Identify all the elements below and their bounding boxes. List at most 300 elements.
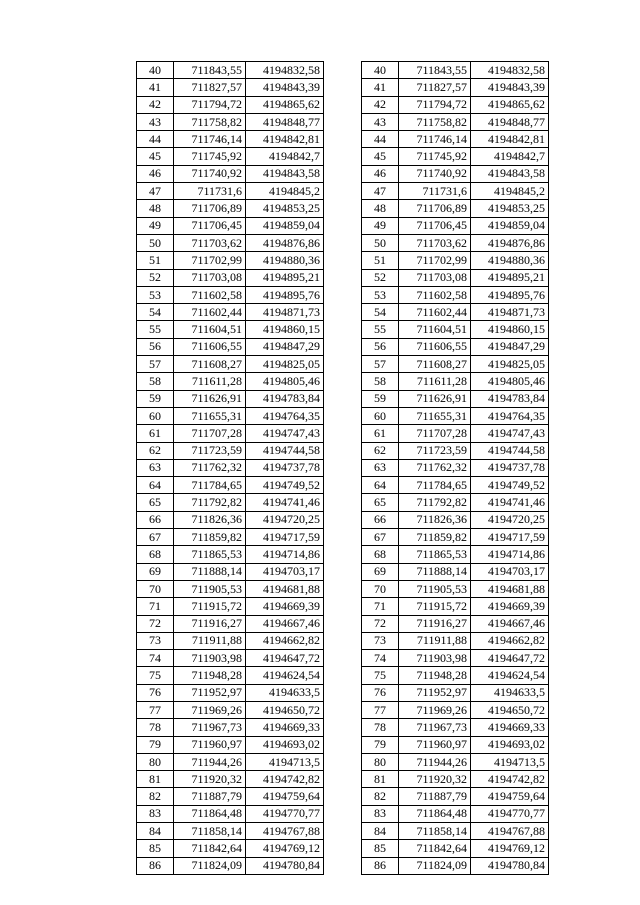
table-row xyxy=(362,321,549,338)
table-row xyxy=(362,615,549,632)
table-row xyxy=(137,200,324,217)
table-row xyxy=(362,580,549,597)
x-coordinate-cell: 711952,97 xyxy=(174,684,246,701)
y-coordinate-cell: 4194764,35 xyxy=(246,407,324,424)
point-number-cell: 76 xyxy=(362,684,399,701)
y-coordinate-cell: 4194843,39 xyxy=(471,79,549,96)
x-coordinate-cell: 711707,28 xyxy=(399,425,471,442)
x-coordinate-cell: 711944,26 xyxy=(399,753,471,770)
point-number-cell: 60 xyxy=(362,407,399,424)
table-row xyxy=(362,286,549,303)
table-row xyxy=(137,580,324,597)
table-row xyxy=(362,788,549,805)
table-row xyxy=(137,269,324,286)
table-row xyxy=(362,719,549,736)
y-coordinate-cell: 4194759,64 xyxy=(471,788,549,805)
y-coordinate-cell: 4194647,72 xyxy=(246,650,324,667)
x-coordinate-cell: 711827,57 xyxy=(174,79,246,96)
x-coordinate-cell: 711706,45 xyxy=(174,217,246,234)
x-coordinate-cell: 711967,73 xyxy=(399,719,471,736)
x-coordinate-cell: 711792,82 xyxy=(174,494,246,511)
y-coordinate-cell: 4194843,58 xyxy=(246,165,324,182)
point-number-cell: 60 xyxy=(137,407,174,424)
table-row xyxy=(362,62,549,79)
x-coordinate-cell: 711888,14 xyxy=(174,563,246,580)
y-coordinate-cell: 4194741,46 xyxy=(471,494,549,511)
coordinates-table-left xyxy=(136,61,324,875)
table-row xyxy=(137,442,324,459)
table-row xyxy=(137,788,324,805)
x-coordinate-cell: 711865,53 xyxy=(399,546,471,563)
x-coordinate-cell: 711723,59 xyxy=(399,442,471,459)
y-coordinate-cell: 4194713,5 xyxy=(246,753,324,770)
table-row xyxy=(362,252,549,269)
table-row xyxy=(137,165,324,182)
table-row xyxy=(362,823,549,840)
point-number-cell: 43 xyxy=(137,113,174,130)
x-coordinate-cell: 711911,88 xyxy=(174,632,246,649)
point-number-cell: 46 xyxy=(137,165,174,182)
table-row xyxy=(362,148,549,165)
x-coordinate-cell: 711604,51 xyxy=(399,321,471,338)
y-coordinate-cell: 4194662,82 xyxy=(471,632,549,649)
point-number-cell: 71 xyxy=(362,598,399,615)
y-coordinate-cell: 4194783,84 xyxy=(246,390,324,407)
x-coordinate-cell: 711655,31 xyxy=(399,407,471,424)
point-number-cell: 79 xyxy=(362,736,399,753)
y-coordinate-cell: 4194650,72 xyxy=(246,701,324,718)
point-number-cell: 53 xyxy=(137,286,174,303)
point-number-cell: 51 xyxy=(137,252,174,269)
point-number-cell: 75 xyxy=(137,667,174,684)
point-number-cell: 64 xyxy=(137,477,174,494)
point-number-cell: 76 xyxy=(137,684,174,701)
table-row xyxy=(362,650,549,667)
table-row xyxy=(362,701,549,718)
table-row xyxy=(362,805,549,822)
x-coordinate-cell: 711731,6 xyxy=(174,183,246,200)
point-number-cell: 53 xyxy=(362,286,399,303)
point-number-cell: 70 xyxy=(137,580,174,597)
point-number-cell: 70 xyxy=(362,580,399,597)
x-coordinate-cell: 711824,09 xyxy=(399,857,471,874)
point-number-cell: 81 xyxy=(137,771,174,788)
x-coordinate-cell: 711702,99 xyxy=(399,252,471,269)
y-coordinate-cell: 4194895,76 xyxy=(471,286,549,303)
table-row xyxy=(137,234,324,251)
table-row xyxy=(362,269,549,286)
y-coordinate-cell: 4194681,88 xyxy=(471,580,549,597)
x-coordinate-cell: 711758,82 xyxy=(399,113,471,130)
table-row xyxy=(362,304,549,321)
table-row xyxy=(137,511,324,528)
point-number-cell: 40 xyxy=(362,62,399,79)
y-coordinate-cell: 4194865,62 xyxy=(246,96,324,113)
point-number-cell: 86 xyxy=(362,857,399,874)
x-coordinate-cell: 711843,55 xyxy=(174,62,246,79)
table-row xyxy=(137,304,324,321)
y-coordinate-cell: 4194783,84 xyxy=(471,390,549,407)
x-coordinate-cell: 711794,72 xyxy=(174,96,246,113)
point-number-cell: 54 xyxy=(137,304,174,321)
point-number-cell: 74 xyxy=(362,650,399,667)
y-coordinate-cell: 4194880,36 xyxy=(246,252,324,269)
x-coordinate-cell: 711606,55 xyxy=(399,338,471,355)
table-row xyxy=(137,148,324,165)
point-number-cell: 77 xyxy=(362,701,399,718)
y-coordinate-cell: 4194859,04 xyxy=(471,217,549,234)
y-coordinate-cell: 4194845,2 xyxy=(246,183,324,200)
y-coordinate-cell: 4194880,36 xyxy=(471,252,549,269)
table-row xyxy=(362,598,549,615)
y-coordinate-cell: 4194669,33 xyxy=(246,719,324,736)
y-coordinate-cell: 4194667,46 xyxy=(471,615,549,632)
x-coordinate-cell: 711746,14 xyxy=(174,131,246,148)
point-number-cell: 40 xyxy=(137,62,174,79)
x-coordinate-cell: 711723,59 xyxy=(174,442,246,459)
y-coordinate-cell: 4194871,73 xyxy=(471,304,549,321)
point-number-cell: 48 xyxy=(362,200,399,217)
table-row xyxy=(137,805,324,822)
table-row xyxy=(137,252,324,269)
point-number-cell: 64 xyxy=(362,477,399,494)
point-number-cell: 83 xyxy=(137,805,174,822)
table-row xyxy=(137,684,324,701)
point-number-cell: 57 xyxy=(362,356,399,373)
coordinates-table-left-body xyxy=(137,62,324,875)
table-row xyxy=(137,477,324,494)
x-coordinate-cell: 711920,32 xyxy=(399,771,471,788)
x-coordinate-cell: 711702,99 xyxy=(174,252,246,269)
point-number-cell: 72 xyxy=(362,615,399,632)
point-number-cell: 55 xyxy=(362,321,399,338)
point-number-cell: 44 xyxy=(137,131,174,148)
table-row xyxy=(362,96,549,113)
x-coordinate-cell: 711794,72 xyxy=(399,96,471,113)
y-coordinate-cell: 4194669,39 xyxy=(471,598,549,615)
table-row xyxy=(137,753,324,770)
table-row xyxy=(362,546,549,563)
point-number-cell: 75 xyxy=(362,667,399,684)
table-row xyxy=(137,217,324,234)
y-coordinate-cell: 4194805,46 xyxy=(471,373,549,390)
y-coordinate-cell: 4194895,21 xyxy=(246,269,324,286)
y-coordinate-cell: 4194681,88 xyxy=(246,580,324,597)
point-number-cell: 47 xyxy=(137,183,174,200)
x-coordinate-cell: 711944,26 xyxy=(174,753,246,770)
point-number-cell: 45 xyxy=(137,148,174,165)
point-number-cell: 67 xyxy=(362,529,399,546)
point-number-cell: 45 xyxy=(362,148,399,165)
y-coordinate-cell: 4194853,25 xyxy=(471,200,549,217)
table-row xyxy=(362,857,549,874)
x-coordinate-cell: 711887,79 xyxy=(174,788,246,805)
x-coordinate-cell: 711967,73 xyxy=(174,719,246,736)
table-row xyxy=(362,356,549,373)
point-number-cell: 84 xyxy=(362,823,399,840)
point-number-cell: 58 xyxy=(137,373,174,390)
x-coordinate-cell: 711887,79 xyxy=(399,788,471,805)
x-coordinate-cell: 711903,98 xyxy=(399,650,471,667)
y-coordinate-cell: 4194848,77 xyxy=(471,113,549,130)
y-coordinate-cell: 4194717,59 xyxy=(246,529,324,546)
point-number-cell: 61 xyxy=(137,425,174,442)
point-number-cell: 41 xyxy=(137,79,174,96)
x-coordinate-cell: 711865,53 xyxy=(174,546,246,563)
x-coordinate-cell: 711606,55 xyxy=(174,338,246,355)
table-row xyxy=(362,529,549,546)
x-coordinate-cell: 711826,36 xyxy=(174,511,246,528)
x-coordinate-cell: 711784,65 xyxy=(174,477,246,494)
x-coordinate-cell: 711626,91 xyxy=(174,390,246,407)
y-coordinate-cell: 4194842,81 xyxy=(471,131,549,148)
y-coordinate-cell: 4194633,5 xyxy=(246,684,324,701)
x-coordinate-cell: 711843,55 xyxy=(399,62,471,79)
x-coordinate-cell: 711864,48 xyxy=(399,805,471,822)
y-coordinate-cell: 4194780,84 xyxy=(471,857,549,874)
table-row xyxy=(362,632,549,649)
table-row xyxy=(137,823,324,840)
y-coordinate-cell: 4194717,59 xyxy=(471,529,549,546)
point-number-cell: 66 xyxy=(137,511,174,528)
x-coordinate-cell: 711602,44 xyxy=(174,304,246,321)
x-coordinate-cell: 711611,28 xyxy=(399,373,471,390)
x-coordinate-cell: 711903,98 xyxy=(174,650,246,667)
point-number-cell: 72 xyxy=(137,615,174,632)
table-row xyxy=(362,425,549,442)
y-coordinate-cell: 4194749,52 xyxy=(246,477,324,494)
table-row xyxy=(137,667,324,684)
table-row xyxy=(137,113,324,130)
x-coordinate-cell: 711784,65 xyxy=(399,477,471,494)
y-coordinate-cell: 4194860,15 xyxy=(471,321,549,338)
x-coordinate-cell: 711920,32 xyxy=(174,771,246,788)
table-row xyxy=(362,753,549,770)
x-coordinate-cell: 711746,14 xyxy=(399,131,471,148)
table-row xyxy=(137,701,324,718)
y-coordinate-cell: 4194865,62 xyxy=(471,96,549,113)
point-number-cell: 68 xyxy=(137,546,174,563)
table-row xyxy=(137,598,324,615)
x-coordinate-cell: 711824,09 xyxy=(174,857,246,874)
y-coordinate-cell: 4194842,81 xyxy=(246,131,324,148)
table-row xyxy=(137,286,324,303)
table-row xyxy=(137,494,324,511)
x-coordinate-cell: 711655,31 xyxy=(174,407,246,424)
point-number-cell: 43 xyxy=(362,113,399,130)
table-row xyxy=(137,719,324,736)
y-coordinate-cell: 4194769,12 xyxy=(246,840,324,857)
y-coordinate-cell: 4194895,21 xyxy=(471,269,549,286)
y-coordinate-cell: 4194770,77 xyxy=(246,805,324,822)
x-coordinate-cell: 711703,08 xyxy=(174,269,246,286)
y-coordinate-cell: 4194693,02 xyxy=(246,736,324,753)
y-coordinate-cell: 4194737,78 xyxy=(471,459,549,476)
point-number-cell: 52 xyxy=(362,269,399,286)
table-row xyxy=(137,459,324,476)
table-row xyxy=(362,165,549,182)
y-coordinate-cell: 4194853,25 xyxy=(246,200,324,217)
table-row xyxy=(137,62,324,79)
y-coordinate-cell: 4194703,17 xyxy=(471,563,549,580)
point-number-cell: 80 xyxy=(362,753,399,770)
y-coordinate-cell: 4194860,15 xyxy=(246,321,324,338)
table-row xyxy=(362,234,549,251)
y-coordinate-cell: 4194650,72 xyxy=(471,701,549,718)
x-coordinate-cell: 711602,58 xyxy=(174,286,246,303)
table-row xyxy=(137,425,324,442)
x-coordinate-cell: 711859,82 xyxy=(174,529,246,546)
point-number-cell: 83 xyxy=(362,805,399,822)
point-number-cell: 49 xyxy=(137,217,174,234)
point-number-cell: 62 xyxy=(137,442,174,459)
x-coordinate-cell: 711762,32 xyxy=(174,459,246,476)
y-coordinate-cell: 4194848,77 xyxy=(246,113,324,130)
y-coordinate-cell: 4194845,2 xyxy=(471,183,549,200)
table-row xyxy=(137,183,324,200)
point-number-cell: 85 xyxy=(137,840,174,857)
table-row xyxy=(137,390,324,407)
x-coordinate-cell: 711758,82 xyxy=(174,113,246,130)
y-coordinate-cell: 4194741,46 xyxy=(246,494,324,511)
y-coordinate-cell: 4194769,12 xyxy=(471,840,549,857)
point-number-cell: 59 xyxy=(137,390,174,407)
y-coordinate-cell: 4194744,58 xyxy=(246,442,324,459)
table-row xyxy=(362,563,549,580)
y-coordinate-cell: 4194876,86 xyxy=(471,234,549,251)
x-coordinate-cell: 711948,28 xyxy=(174,667,246,684)
y-coordinate-cell: 4194764,35 xyxy=(471,407,549,424)
table-row xyxy=(362,442,549,459)
x-coordinate-cell: 711762,32 xyxy=(399,459,471,476)
y-coordinate-cell: 4194737,78 xyxy=(246,459,324,476)
x-coordinate-cell: 711858,14 xyxy=(399,823,471,840)
point-number-cell: 66 xyxy=(362,511,399,528)
x-coordinate-cell: 711948,28 xyxy=(399,667,471,684)
point-number-cell: 69 xyxy=(362,563,399,580)
point-number-cell: 50 xyxy=(362,234,399,251)
y-coordinate-cell: 4194770,77 xyxy=(471,805,549,822)
y-coordinate-cell: 4194843,58 xyxy=(471,165,549,182)
y-coordinate-cell: 4194832,58 xyxy=(471,62,549,79)
table-row xyxy=(137,563,324,580)
table-row xyxy=(362,667,549,684)
x-coordinate-cell: 711602,58 xyxy=(399,286,471,303)
y-coordinate-cell: 4194747,43 xyxy=(471,425,549,442)
point-number-cell: 78 xyxy=(362,719,399,736)
point-number-cell: 42 xyxy=(362,96,399,113)
x-coordinate-cell: 711960,97 xyxy=(174,736,246,753)
x-coordinate-cell: 711858,14 xyxy=(174,823,246,840)
x-coordinate-cell: 711745,92 xyxy=(174,148,246,165)
coordinates-table-right-body xyxy=(362,62,549,875)
x-coordinate-cell: 711740,92 xyxy=(174,165,246,182)
point-number-cell: 57 xyxy=(137,356,174,373)
point-number-cell: 56 xyxy=(137,338,174,355)
y-coordinate-cell: 4194703,17 xyxy=(246,563,324,580)
table-row xyxy=(362,736,549,753)
point-number-cell: 80 xyxy=(137,753,174,770)
x-coordinate-cell: 711706,89 xyxy=(399,200,471,217)
point-number-cell: 81 xyxy=(362,771,399,788)
y-coordinate-cell: 4194667,46 xyxy=(246,615,324,632)
point-number-cell: 65 xyxy=(362,494,399,511)
y-coordinate-cell: 4194780,84 xyxy=(246,857,324,874)
table-row xyxy=(362,390,549,407)
y-coordinate-cell: 4194713,5 xyxy=(471,753,549,770)
x-coordinate-cell: 711842,64 xyxy=(399,840,471,857)
table-row xyxy=(137,650,324,667)
x-coordinate-cell: 711826,36 xyxy=(399,511,471,528)
y-coordinate-cell: 4194669,39 xyxy=(246,598,324,615)
table-row xyxy=(137,373,324,390)
y-coordinate-cell: 4194759,64 xyxy=(246,788,324,805)
point-number-cell: 71 xyxy=(137,598,174,615)
x-coordinate-cell: 711952,97 xyxy=(399,684,471,701)
x-coordinate-cell: 711916,27 xyxy=(174,615,246,632)
x-coordinate-cell: 711703,62 xyxy=(174,234,246,251)
y-coordinate-cell: 4194847,29 xyxy=(246,338,324,355)
y-coordinate-cell: 4194742,82 xyxy=(471,771,549,788)
point-number-cell: 61 xyxy=(362,425,399,442)
point-number-cell: 68 xyxy=(362,546,399,563)
y-coordinate-cell: 4194832,58 xyxy=(246,62,324,79)
point-number-cell: 82 xyxy=(362,788,399,805)
point-number-cell: 67 xyxy=(137,529,174,546)
table-row xyxy=(137,840,324,857)
point-number-cell: 41 xyxy=(362,79,399,96)
y-coordinate-cell: 4194767,88 xyxy=(246,823,324,840)
table-row xyxy=(362,217,549,234)
y-coordinate-cell: 4194647,72 xyxy=(471,650,549,667)
y-coordinate-cell: 4194624,54 xyxy=(471,667,549,684)
point-number-cell: 65 xyxy=(137,494,174,511)
x-coordinate-cell: 711969,26 xyxy=(399,701,471,718)
point-number-cell: 46 xyxy=(362,165,399,182)
y-coordinate-cell: 4194662,82 xyxy=(246,632,324,649)
x-coordinate-cell: 711703,62 xyxy=(399,234,471,251)
x-coordinate-cell: 711864,48 xyxy=(174,805,246,822)
y-coordinate-cell: 4194714,86 xyxy=(246,546,324,563)
point-number-cell: 74 xyxy=(137,650,174,667)
x-coordinate-cell: 711626,91 xyxy=(399,390,471,407)
point-number-cell: 84 xyxy=(137,823,174,840)
y-coordinate-cell: 4194842,7 xyxy=(471,148,549,165)
table-row xyxy=(362,771,549,788)
y-coordinate-cell: 4194843,39 xyxy=(246,79,324,96)
y-coordinate-cell: 4194742,82 xyxy=(246,771,324,788)
table-row xyxy=(362,338,549,355)
point-number-cell: 79 xyxy=(137,736,174,753)
point-number-cell: 63 xyxy=(137,459,174,476)
point-number-cell: 51 xyxy=(362,252,399,269)
point-number-cell: 73 xyxy=(137,632,174,649)
table-row xyxy=(362,511,549,528)
x-coordinate-cell: 711604,51 xyxy=(174,321,246,338)
point-number-cell: 73 xyxy=(362,632,399,649)
table-row xyxy=(137,736,324,753)
x-coordinate-cell: 711731,6 xyxy=(399,183,471,200)
y-coordinate-cell: 4194876,86 xyxy=(246,234,324,251)
x-coordinate-cell: 711602,44 xyxy=(399,304,471,321)
table-row xyxy=(137,771,324,788)
table-row xyxy=(362,79,549,96)
table-row xyxy=(137,529,324,546)
table-row xyxy=(362,200,549,217)
point-number-cell: 69 xyxy=(137,563,174,580)
table-row xyxy=(137,632,324,649)
x-coordinate-cell: 711706,89 xyxy=(174,200,246,217)
